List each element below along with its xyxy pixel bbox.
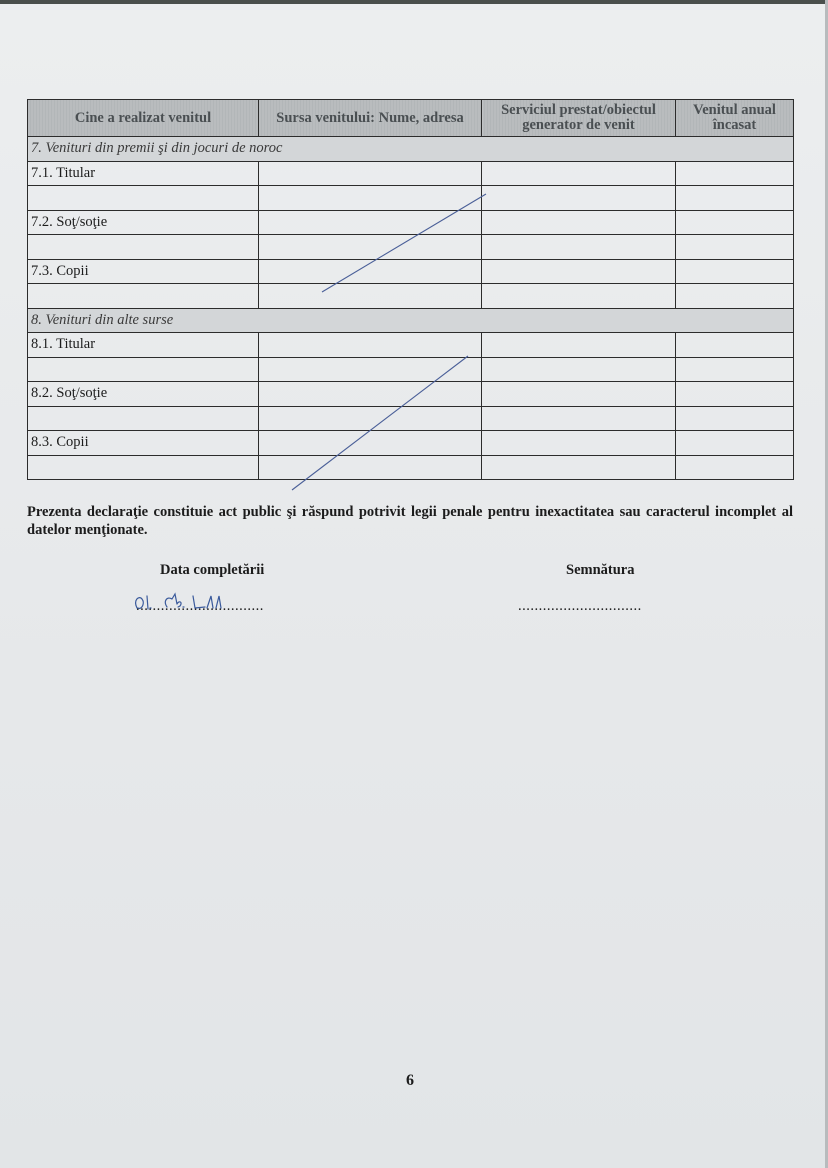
- header-cell: Serviciul prestat/obiectul generator de venit: [482, 100, 676, 137]
- table-row: [28, 161, 794, 186]
- row-label: [28, 186, 259, 211]
- source-cell: [259, 161, 482, 186]
- service-cell: [482, 406, 676, 431]
- source-cell: [259, 382, 482, 407]
- row-label: [28, 406, 259, 431]
- signature-label: Semnătura: [566, 562, 635, 578]
- table-row: [28, 455, 794, 480]
- source-cell: [259, 431, 482, 456]
- income-cell: [676, 455, 794, 480]
- row-label: [28, 455, 259, 480]
- income-cell: [676, 210, 794, 235]
- income-cell: [676, 186, 794, 211]
- table-row: [28, 333, 794, 358]
- table-row: [28, 382, 794, 407]
- row-label: [28, 235, 259, 260]
- table-row: [28, 406, 794, 431]
- income-cell: [676, 382, 794, 407]
- service-cell: [482, 210, 676, 235]
- row-label: 7.2. Soţ/soţie: [28, 210, 259, 235]
- scan-top-edge: [0, 0, 828, 4]
- source-cell: [259, 235, 482, 260]
- table-row: [28, 186, 794, 211]
- income-cell: [676, 235, 794, 260]
- source-cell: [259, 210, 482, 235]
- page-number: 6: [406, 1072, 414, 1089]
- row-label: [28, 357, 259, 382]
- income-cell: [676, 333, 794, 358]
- income-cell: [676, 357, 794, 382]
- service-cell: [482, 357, 676, 382]
- section-row: [28, 308, 794, 333]
- section-7-title: 7. Venituri din premii şi din jocuri de noroc: [28, 137, 794, 162]
- date-label: Data completării: [160, 562, 265, 578]
- section-8-title: 8. Venituri din alte surse: [28, 308, 794, 333]
- row-label: 8.3. Copii: [28, 431, 259, 456]
- header-cell: Cine a realizat venitul: [28, 100, 259, 137]
- service-cell: [482, 382, 676, 407]
- header-cell: Venitul anual încasat: [676, 100, 794, 137]
- income-cell: [676, 284, 794, 309]
- service-cell: [482, 333, 676, 358]
- signature-dotted-line: ..............................: [518, 598, 642, 614]
- service-cell: [482, 431, 676, 456]
- income-cell: [676, 406, 794, 431]
- table-row: [28, 431, 794, 456]
- source-cell: [259, 259, 482, 284]
- service-cell: [482, 455, 676, 480]
- declaration-text: Prezenta declaraţie constituie act public şi răspund potrivit legii penale pentru inexactitatea sau caracterul incomplet al datelor menţionate.: [27, 504, 793, 538]
- service-cell: [482, 235, 676, 260]
- source-cell: [259, 406, 482, 431]
- header-cell: Sursa venitului: Nume, adresa: [259, 100, 482, 137]
- source-cell: [259, 186, 482, 211]
- source-cell: [259, 357, 482, 382]
- income-table: [27, 99, 794, 480]
- source-cell: [259, 284, 482, 309]
- row-label: [28, 284, 259, 309]
- table-header-row: [28, 100, 794, 137]
- table-row: [28, 235, 794, 260]
- table-row: [28, 210, 794, 235]
- income-cell: [676, 431, 794, 456]
- source-cell: [259, 455, 482, 480]
- income-cell: [676, 259, 794, 284]
- handwritten-date: [133, 590, 263, 616]
- row-label: 7.1. Titular: [28, 161, 259, 186]
- service-cell: [482, 161, 676, 186]
- date-dotted-line: ...............................: [136, 598, 264, 614]
- service-cell: [482, 186, 676, 211]
- income-cell: [676, 161, 794, 186]
- table-row: [28, 284, 794, 309]
- service-cell: [482, 259, 676, 284]
- row-label: 8.1. Titular: [28, 333, 259, 358]
- source-cell: [259, 333, 482, 358]
- table-row: [28, 357, 794, 382]
- service-cell: [482, 284, 676, 309]
- row-label: 8.2. Soţ/soţie: [28, 382, 259, 407]
- table-row: [28, 259, 794, 284]
- row-label: 7.3. Copii: [28, 259, 259, 284]
- section-row: [28, 137, 794, 162]
